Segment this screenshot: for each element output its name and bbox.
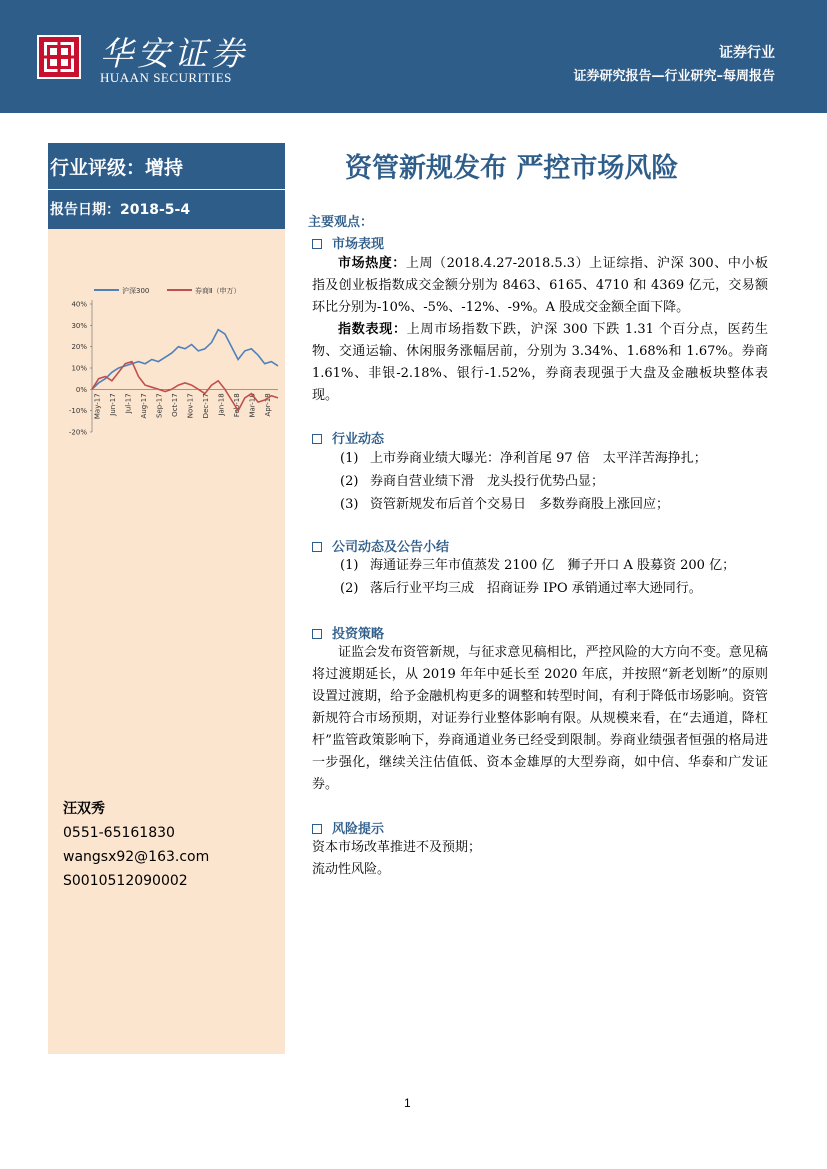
market-heat-paragraph: [312, 253, 768, 319]
report-type: 证券研究报告—行业研究–每周报告: [573, 69, 775, 84]
page-header: [0, 0, 827, 113]
list-item: (2) 券商自营业绩下滑 龙头投行优势凸显；: [340, 474, 605, 489]
market-heat-text: 上周（2018.4.27-2018.5.3）上证综指、沪深 300、中小板指及创业板指数成交金额分别为 8463、6165、4710 和 4369 亿元，交易额环比分别为-10%、-5%、-12%、-9%。A 股成交金额全面下降。: [312, 256, 768, 315]
main-points-label: 主要观点：: [308, 215, 374, 230]
market-heat-label: 市场热度：: [338, 256, 406, 271]
industry-category: 证券行业: [719, 45, 775, 61]
huaan-logo-icon: [37, 35, 81, 79]
x-tick-label: Jun-17: [109, 393, 118, 416]
industry-news-list: [340, 447, 707, 516]
brand-name-en: HUAAN SECURITIES: [100, 70, 232, 85]
analyst-name: 汪双秀: [63, 801, 105, 817]
checkbox-square-icon: [312, 239, 322, 249]
report-date: 报告日期：2018-5-4: [50, 202, 191, 218]
x-tick-label: Jan-18: [217, 393, 226, 416]
legend-label: 沪深300: [122, 287, 150, 295]
section-heading-company: 公司动态及公告小结: [312, 536, 449, 555]
checkbox-square-icon: [312, 434, 322, 444]
list-item: (1) 上市券商业绩大曝光：净利首尾 97 倍 太平洋苦海挣扎；: [340, 451, 707, 466]
checkbox-square-icon: [312, 629, 322, 639]
performance-chart: [52, 280, 282, 450]
y-tick-label: 0%: [75, 385, 87, 394]
analyst-info: [63, 797, 209, 893]
y-tick-label: -20%: [68, 428, 87, 437]
strategy-paragraph: 证监会发布资管新规，与征求意见稿相比，严控风险的大方向不变。意见稿将过渡期延长，从 2019 年年中延长至 2020 年底，并按照“新老划断”的原则设置过渡期，给予金融机构更多的调整和转型时间，有利于降低市场影响。资管新规符合市场预期，对证券行业整体影响有限。从规模来看，在“去通道，降杠杆”监管政策影响下，券商通道业务已经受到限制。券商业绩强者恒强的格局进一步强化，继续关注估值低、资本金雄厚的大型券商，如中信、华泰和广发证券。: [312, 645, 768, 792]
risk-item: 流动性风险。: [312, 862, 391, 877]
legend-label: 券商Ⅱ（申万）: [195, 287, 241, 295]
y-tick-label: 30%: [71, 321, 87, 330]
x-tick-label: Apr-18: [264, 393, 273, 417]
analyst-email[interactable]: wangsx92@163.com: [63, 849, 210, 865]
x-tick-label: Oct-17: [171, 393, 180, 417]
divider: [48, 189, 285, 190]
index-performance-text: 上周市场指数下跌，沪深 300 下跌 1.31 个百分点，医药生物、交通运输、休闲服务涨幅居前，分别为 3.34%、1.68%和 1.67%。券商 1.61%、非银-2.18%、银行-1.52%，券商表现强于大盘及金融板块整体表现。: [312, 322, 768, 403]
section-heading-market: 市场表现: [312, 233, 384, 252]
list-item: (1) 海通证券三年市值蒸发 2100 亿 狮子开口 A 股募资 200 亿；: [340, 558, 736, 573]
report-title: 资管新规发布 严控市场风险: [345, 153, 679, 184]
x-tick-label: Aug-17: [140, 393, 149, 419]
section-heading-risk: 风险提示: [312, 818, 384, 837]
section-heading-strategy: 投资策略: [312, 623, 384, 642]
risk-list: [312, 837, 768, 881]
x-tick-label: Mar-18: [248, 393, 257, 418]
company-news-list: [340, 554, 735, 600]
list-item: (2) 落后行业平均三成 招商证券 IPO 承销通过率大逊同行。: [340, 581, 702, 596]
analyst-phone: 0551-65161830: [63, 825, 175, 841]
checkbox-square-icon: [312, 824, 322, 834]
page-number: 1: [404, 1096, 411, 1110]
section-heading-industry: 行业动态: [312, 428, 384, 447]
x-tick-label: Jul-17: [124, 393, 133, 414]
y-tick-label: 20%: [71, 343, 87, 352]
chart-svg: [52, 280, 282, 450]
brand-name-cn: 华安证券: [100, 34, 248, 73]
x-tick-label: Sep-17: [155, 393, 164, 418]
x-tick-label: Feb-18: [233, 393, 242, 418]
y-tick-label: 10%: [71, 364, 87, 373]
industry-rating: 行业评级：增持: [50, 157, 184, 179]
series-line: [92, 330, 278, 390]
list-item: (3) 资管新规发布后首个交易日 多数券商股上涨回应；: [340, 497, 670, 512]
y-tick-label: -10%: [68, 407, 87, 416]
rating-block: [48, 143, 285, 229]
x-tick-label: Dec-17: [202, 393, 211, 419]
checkbox-square-icon: [312, 542, 322, 552]
x-tick-label: Nov-17: [186, 393, 195, 419]
risk-item: 资本市场改革推进不及预期；: [312, 840, 482, 855]
index-performance-paragraph: [312, 319, 768, 407]
y-tick-label: 40%: [71, 300, 87, 309]
index-performance-label: 指数表现：: [338, 322, 407, 337]
x-tick-label: May-17: [93, 393, 102, 420]
analyst-license: S0010512090002: [63, 873, 188, 889]
